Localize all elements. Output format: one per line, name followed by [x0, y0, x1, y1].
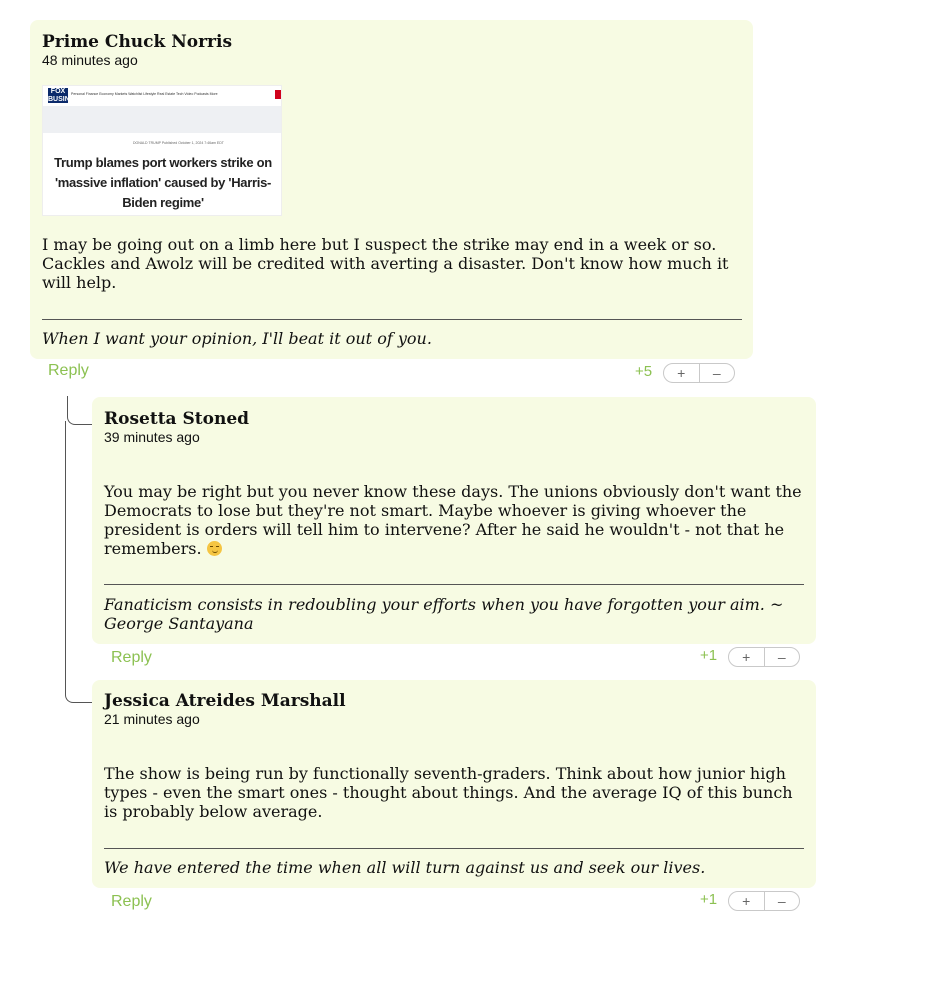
downvote-button[interactable]: – — [777, 893, 786, 909]
smirking-face-icon — [207, 541, 222, 556]
reply-button[interactable]: Reply — [111, 893, 152, 910]
comment-body-text: You may be right but you never know these days. The unions obviously don't want the Democrats to lose but they're not smart. Maybe whoever is giving whoever the president is orders will tell him to intervene? After he said he wouldn't - not that he remembers. — [104, 482, 802, 558]
fox-business-logo: FOX BUSINESS — [48, 88, 84, 103]
comment-timestamp: 21 minutes ago — [104, 711, 200, 727]
signature-divider — [104, 848, 804, 849]
comment-signature: When I want your opinion, I'll beat it out of you. — [42, 329, 432, 348]
thumb-account-icon — [275, 90, 282, 99]
comment-author[interactable]: Rosetta Stoned — [104, 409, 250, 429]
vote-buttons — [728, 647, 800, 667]
thumb-article-meta: DONALD TRUMP Published October 1, 2024 7:46am EDT — [133, 141, 224, 145]
thumb-banner — [43, 106, 282, 133]
vote-score: +5 — [635, 363, 653, 380]
signature-divider — [42, 319, 742, 320]
downvote-button[interactable]: – — [777, 649, 786, 665]
comment-timestamp: 39 minutes ago — [104, 429, 200, 445]
comment-signature: Fanaticism consists in redoubling your efforts when you have forgotten your aim. ~ George Santayana — [104, 595, 784, 633]
vote-score: +1 — [700, 647, 718, 664]
vote-buttons — [663, 363, 735, 383]
comment-author[interactable]: Prime Chuck Norris — [42, 32, 233, 52]
upvote-button[interactable]: + — [729, 648, 765, 666]
vote-buttons — [728, 891, 800, 911]
comment-body: The show is being run by functionally seventh-graders. Think about how junior high types - even the smart ones - thought about things. And the average IQ of this bunch is probably below average. — [104, 764, 793, 821]
thumb-nav-items: Personal Finance Economy Markets Watchlist Lifestyle Real Estate Tech Video Podcasts More — [71, 92, 218, 96]
comment-timestamp: 48 minutes ago — [42, 52, 138, 68]
thumb-headline: Trump blames port workers strike on 'massive inflation' caused by 'Harris-Biden regime' — [54, 155, 272, 210]
comment-body: I may be going out on a limb here but I suspect the strike may end in a week or so. Cackles and Awolz will be credited with averting a disaster. Don't know how much it will help. — [42, 235, 729, 292]
upvote-button[interactable]: + — [729, 892, 765, 910]
reply-button[interactable]: Reply — [111, 649, 152, 666]
downvote-button[interactable]: – — [712, 365, 721, 381]
comment-author[interactable]: Jessica Atreides Marshall — [104, 691, 346, 711]
upvote-button[interactable]: + — [664, 364, 700, 382]
thumb-nav-bar — [43, 86, 282, 107]
thread-connector — [65, 421, 93, 703]
comment-body — [104, 482, 804, 558]
signature-divider — [104, 584, 804, 585]
vote-score: +1 — [700, 891, 718, 908]
comment-signature: We have entered the time when all will turn against us and seek our lives. — [104, 858, 706, 877]
reply-button[interactable]: Reply — [48, 362, 89, 379]
article-screenshot-image[interactable] — [42, 85, 282, 216]
